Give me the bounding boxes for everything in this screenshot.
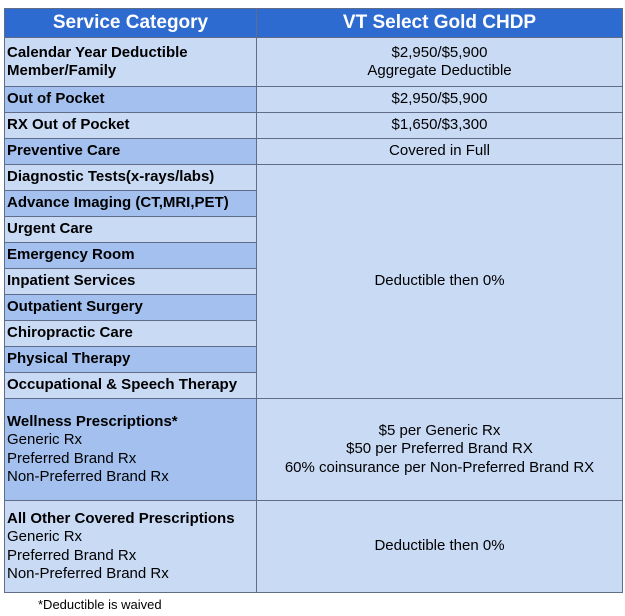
wellness-rx-value-generic: $5 per Generic Rx	[378, 421, 501, 439]
wellness-rx-title: Wellness Prescriptions*	[7, 412, 178, 430]
table-row-preventive	[5, 139, 623, 165]
service-urgent-care: Urgent Care	[5, 217, 257, 243]
out-of-pocket-label: Out of Pocket	[5, 87, 257, 113]
wellness-rx-generic: Generic Rx	[7, 431, 83, 448]
table-row-out-of-pocket	[5, 87, 623, 113]
other-rx-non-preferred: Non-Preferred Brand Rx	[7, 565, 169, 582]
table-row-wellness-rx	[5, 399, 623, 501]
table-row-other-rx	[5, 501, 623, 593]
service-diagnostic-tests: Diagnostic Tests(x-rays/labs)	[5, 165, 257, 191]
service-inpatient: Inpatient Services	[5, 269, 257, 295]
other-rx-title: All Other Covered Prescriptions	[7, 509, 235, 527]
other-rx-value: Deductible then 0%	[257, 501, 623, 593]
preventive-value: Covered in Full	[257, 139, 623, 165]
deductible-value-line2: Aggregate Deductible	[367, 62, 512, 79]
preventive-label: Preventive Care	[5, 139, 257, 165]
deductible-label-line1: Calendar Year Deductible	[7, 43, 188, 61]
wellness-rx-value-non-preferred: 60% coinsurance per Non-Preferred Brand RX	[284, 458, 595, 476]
wellness-rx-value-preferred: $50 per Preferred Brand RX	[346, 440, 533, 458]
footnote: *Deductible is waived	[38, 597, 162, 612]
wellness-rx-non-preferred: Non-Preferred Brand Rx	[7, 468, 169, 485]
deductible-label-line2: Member/Family	[7, 62, 117, 79]
out-of-pocket-value: $2,950/$5,900	[257, 87, 623, 113]
benefits-table	[4, 8, 623, 593]
table-row-rx-out-of-pocket	[5, 113, 623, 139]
table-row-deductible	[5, 38, 623, 87]
wellness-rx-label	[5, 399, 257, 501]
table-row-service	[5, 165, 623, 191]
other-rx-generic: Generic Rx	[7, 528, 83, 545]
rx-out-of-pocket-value: $1,650/$3,300	[257, 113, 623, 139]
header-plan-name: VT Select Gold CHDP	[257, 9, 623, 38]
header-service-category: Service Category	[5, 9, 257, 38]
service-physical-therapy: Physical Therapy	[5, 347, 257, 373]
deductible-label	[5, 38, 257, 87]
service-outpatient-surgery: Outpatient Surgery	[5, 295, 257, 321]
other-rx-label	[5, 501, 257, 593]
wellness-rx-value	[257, 399, 623, 501]
services-value: Deductible then 0%	[257, 165, 623, 399]
service-chiropractic: Chiropractic Care	[5, 321, 257, 347]
deductible-value	[257, 38, 623, 87]
rx-out-of-pocket-label: RX Out of Pocket	[5, 113, 257, 139]
other-rx-preferred: Preferred Brand Rx	[7, 546, 137, 564]
service-advance-imaging: Advance Imaging (CT,MRI,PET)	[5, 191, 257, 217]
service-emergency-room: Emergency Room	[5, 243, 257, 269]
table-header-row	[5, 9, 623, 38]
wellness-rx-preferred: Preferred Brand Rx	[7, 449, 137, 467]
deductible-value-line1: $2,950/$5,900	[391, 43, 488, 61]
service-occupational-speech: Occupational & Speech Therapy	[5, 373, 257, 399]
